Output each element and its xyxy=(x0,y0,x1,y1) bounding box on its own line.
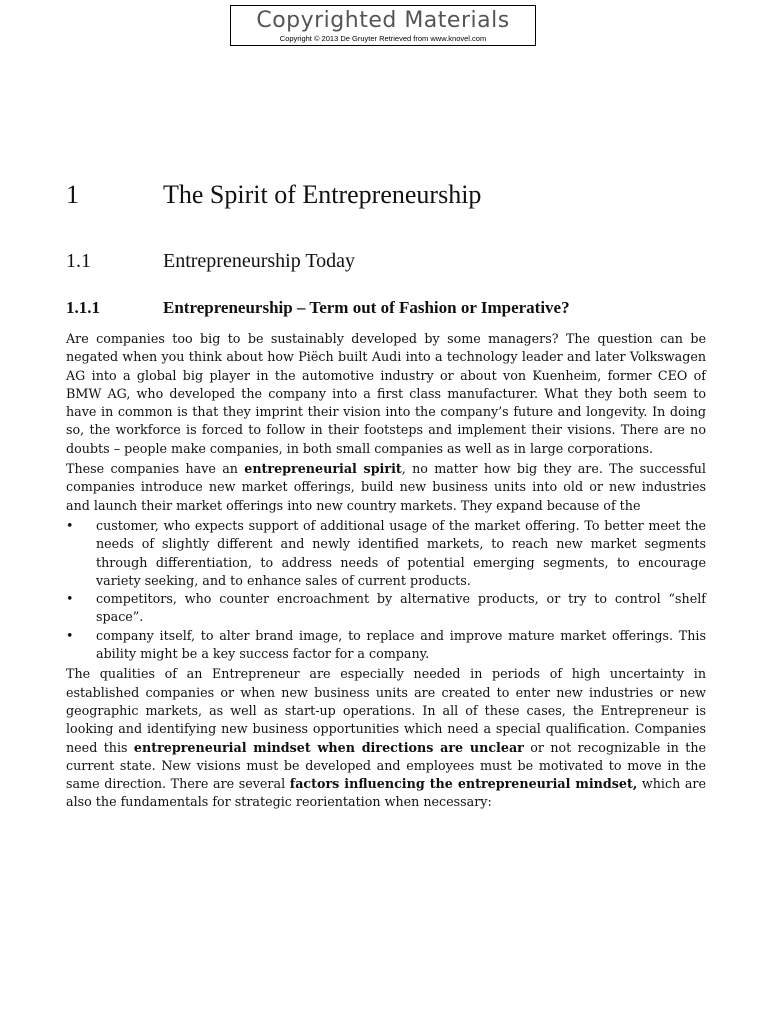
chapter-heading xyxy=(66,180,482,210)
paragraph-1-text: Are companies too big to be sustainably developed by some managers? The question can be negated when you think about how Piëch built Audi into a technology leader and later Volkswagen AG into a global big player in the automotive industry or about von Kuenheim, former CEO of BMW AG, who developed the company into a first class manufacturer. What they both seem to have in common is that they imprint their vision into the company’s future and longevity. In doing so, the workforce is forced to follow in their footsteps and implement their visions. There are no doubts – people make companies, in both small companies as well as in large corporations. xyxy=(66,331,706,456)
bullet-icon: • xyxy=(66,627,74,643)
list-item xyxy=(66,590,706,627)
paragraph-2-bold: entrepreneurial spirit xyxy=(244,461,402,477)
banner-subtitle: Copyright © 2013 De Gruyter Retrieved from www.knovel.com xyxy=(279,34,487,43)
paragraph-2 xyxy=(66,460,706,515)
bullet-icon: • xyxy=(66,517,74,533)
paragraph-3-part2: or not recognizable in the current state. New visions must be developed and employees must be motivated to move in the same direction. There are several xyxy=(66,739,706,792)
paragraph-3-part3: which are also the fundamentals for strategic reorientation when necessary: xyxy=(66,776,706,810)
paragraph-3 xyxy=(66,665,706,811)
list-item-text: company itself, to alter brand image, to replace and improve mature market offerings. This ability might be a key success factor for a company. xyxy=(96,627,706,662)
banner-title: Copyrighted Materials xyxy=(256,8,510,33)
subsection-number: 1.1.1 xyxy=(66,298,100,317)
copyright-banner xyxy=(230,5,536,46)
list-item xyxy=(66,517,706,590)
chapter-number: 1 xyxy=(66,180,79,209)
paragraph-2-pre: These companies have an xyxy=(66,461,245,477)
list-item-text: competitors, who counter encroachment by alternative products, or try to control “shelf space”. xyxy=(96,591,706,625)
section-title: Entrepreneurship Today xyxy=(163,250,356,272)
paragraph-3-bold1: entrepreneurial mindset when directions are unclear xyxy=(133,739,524,755)
bullet-icon: • xyxy=(66,591,74,607)
paragraph-2-post: , no matter how big they are. The successful companies introduce new market offerings, build new business units into old or new industries and launch their market offerings into new country markets. They expand because of the xyxy=(66,461,706,513)
subsection-heading xyxy=(66,297,570,319)
section-heading xyxy=(66,249,356,273)
reasons-list xyxy=(66,517,706,663)
body-text xyxy=(66,330,706,814)
chapter-title: The Spirit of Entrepreneurship xyxy=(163,180,482,209)
list-item-text: customer, who expects support of additional usage of the market offering. To better meet the needs of slightly different and newly identified markets, to reach new market segments through differentiation, to address needs of potential emerging segments, to encourage variety seeking, and to enhance sales of current products. xyxy=(96,517,706,588)
list-item xyxy=(66,627,706,664)
paragraph-3-bold2: factors influencing the entrepreneurial mindset, xyxy=(289,776,638,792)
section-number: 1.1 xyxy=(66,250,91,272)
paragraph-3-part1: The qualities of an Entrepreneur are especially needed in periods of high uncertainty in established companies or when new business units are created to enter new industries or new geographic markets, as well as start-up operations. In all of these cases, the Entrepreneur is looking and identifying new business opportunities which need a special qualification. Companies need this xyxy=(66,666,706,755)
subsection-title: Entrepreneurship – Term out of Fashion or Imperative? xyxy=(163,298,570,317)
paragraph-1 xyxy=(66,330,706,458)
